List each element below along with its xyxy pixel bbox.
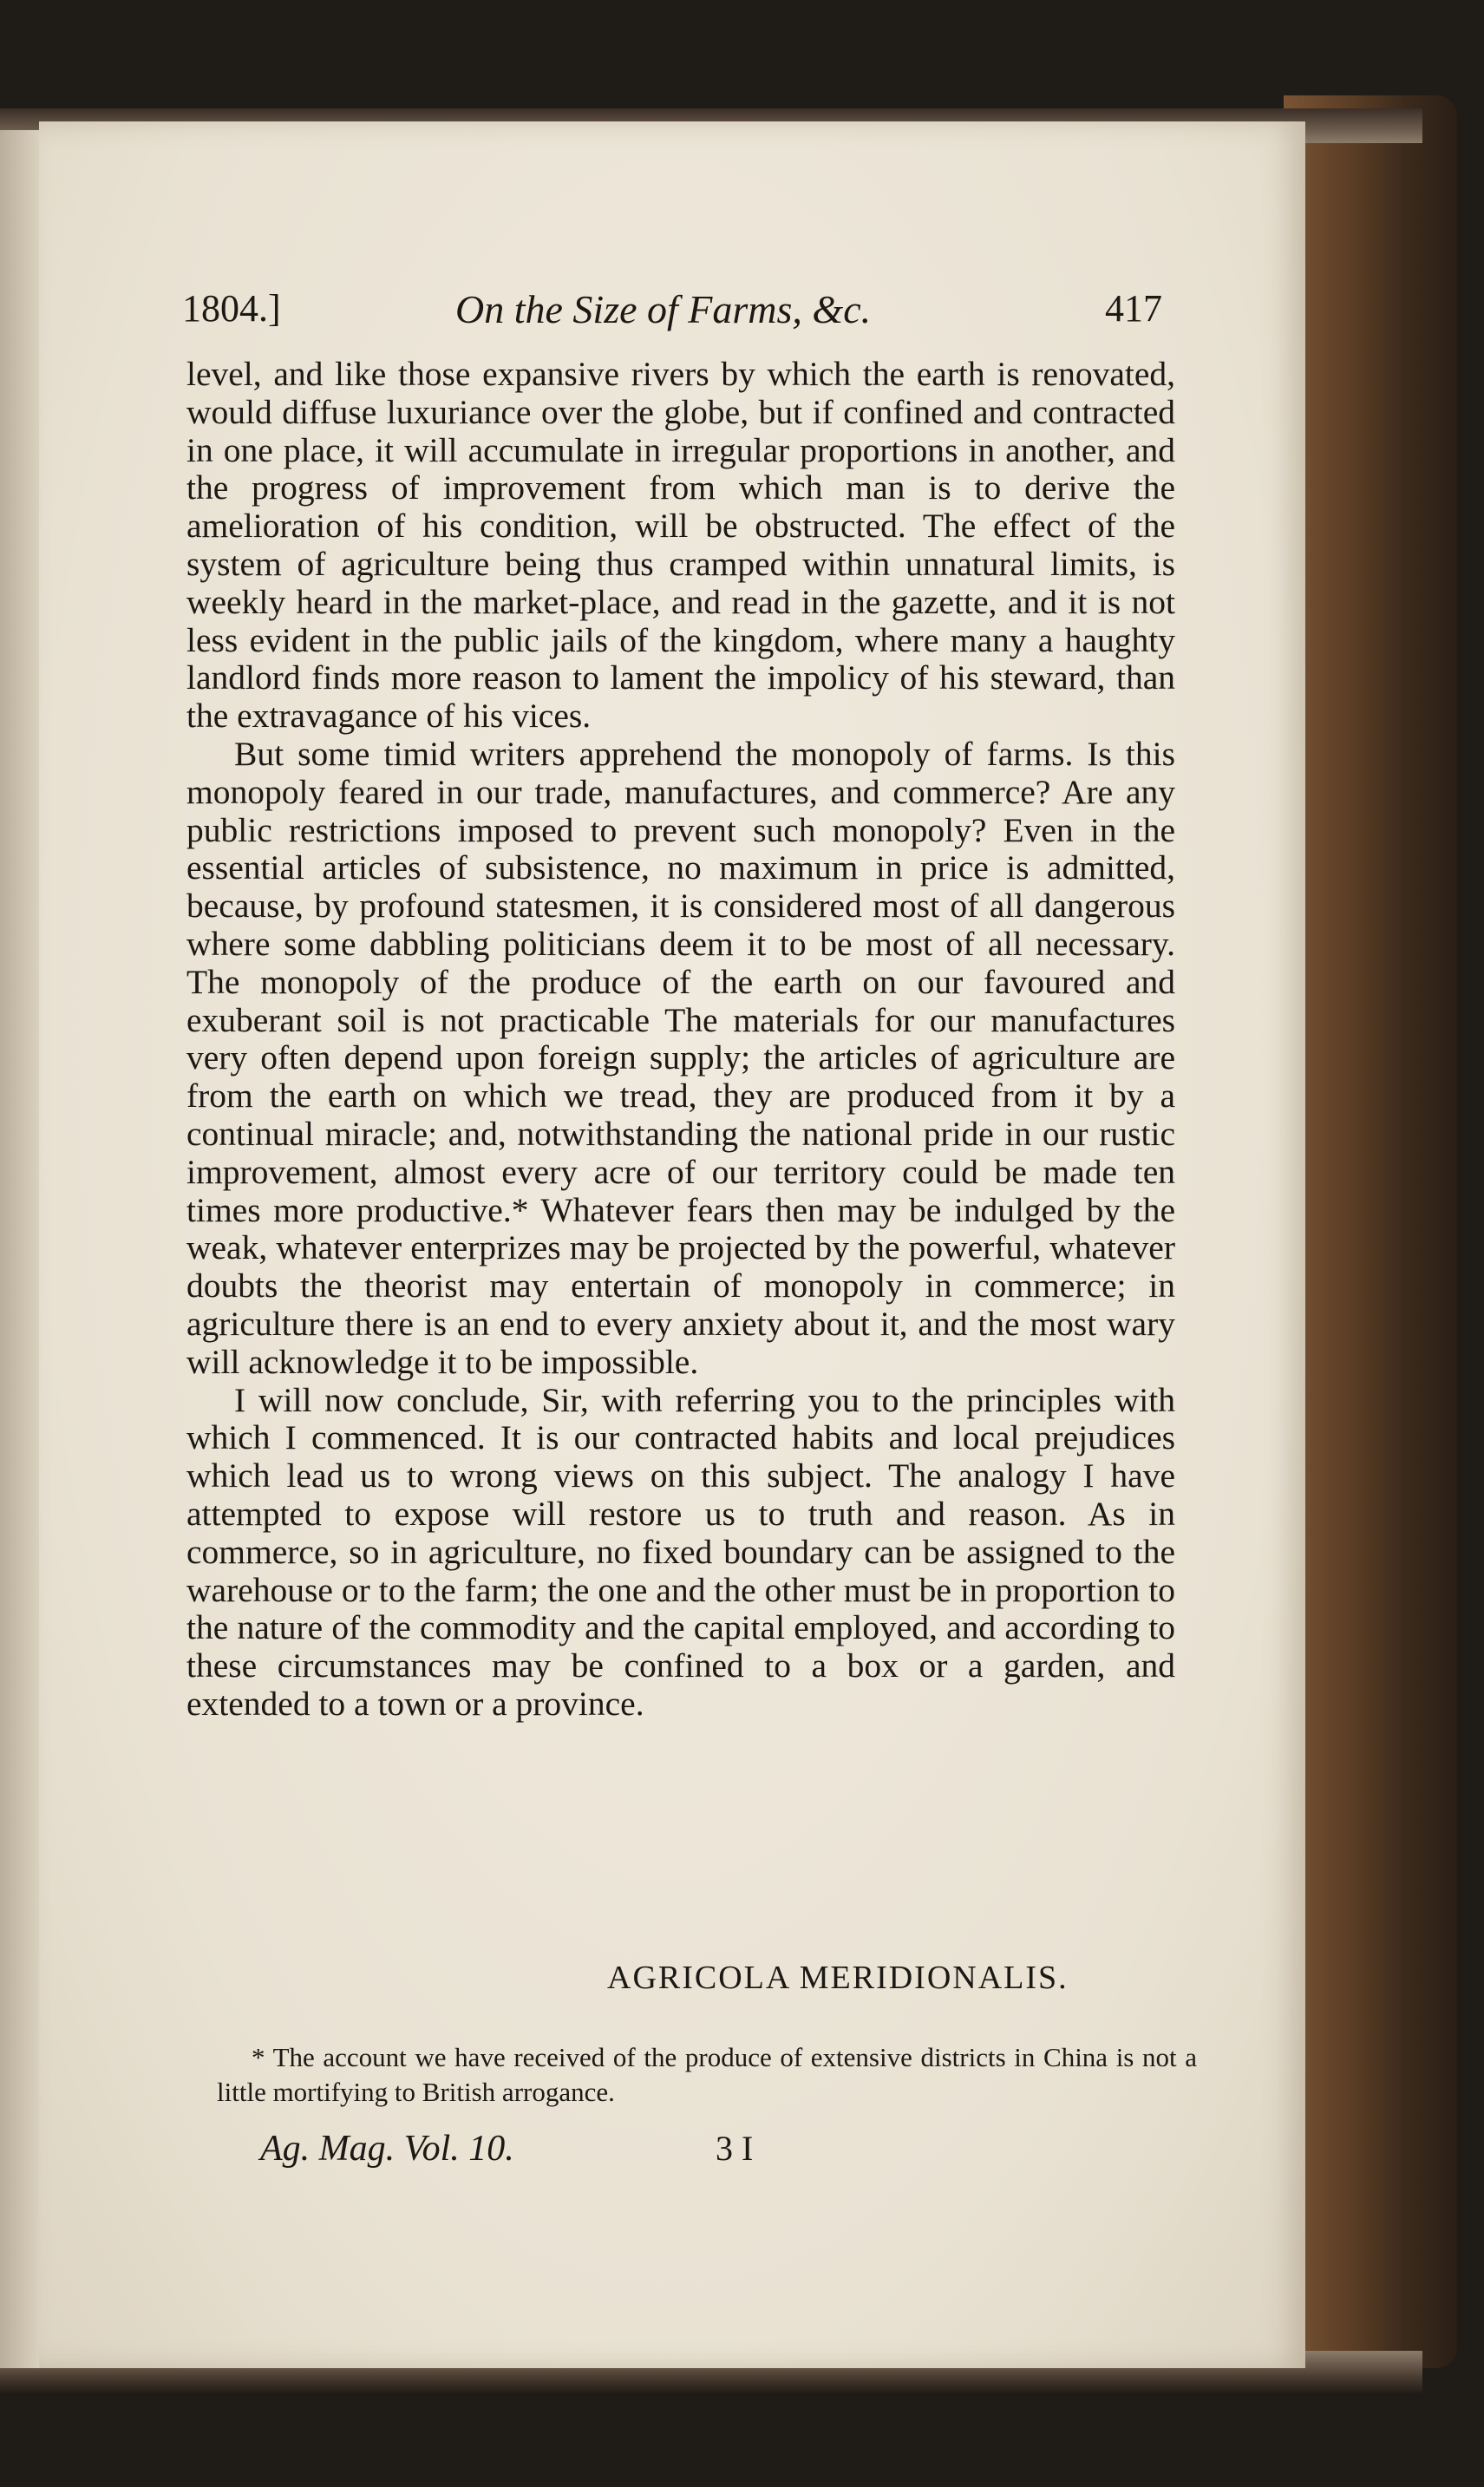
page-number: 417 <box>1105 287 1162 330</box>
body-text <box>186 356 1175 1724</box>
facing-page-edge <box>0 130 39 2368</box>
footnote-text: * The account we have received of the produce of extensive districts in China is not a little mortifying to British arrogance. <box>217 2042 1197 2107</box>
paragraph-3: I will now conclude, Sir, with referring you to the principles with which I commenced. It is our contracted habits and local prejudices which lead us to wrong views on this subject. The analogy I have attempted to expose will restore us to truth and reason. As in commerce, so in agriculture, no fixed boundary can be assigned to the warehouse or to the farm; the one and the other must be in proportion to the nature of the commodity and the capital employed, and according to these circumstances may be confined to a box or a garden, and extended to a town or a province. <box>186 1380 1175 1723</box>
page-footer <box>260 2128 954 2180</box>
author-signature: AGRICOLA MERIDIONALIS. <box>607 1960 1069 1996</box>
running-title: On the Size of Farms, &c. <box>455 287 872 331</box>
volume-mark: Ag. Mag. Vol. 10. <box>260 2129 514 2169</box>
footnote <box>217 2040 1197 2110</box>
running-header <box>182 286 1162 338</box>
header-year: 1804.] <box>182 287 281 330</box>
paragraph-1: level, and like those expansive rivers by which the earth is renovated, would diffuse luxuriance over the globe, but if confined and contracted in one place, it will accumulate in irregular proportions in another, and the progress of improvement from which man is to derive the amelioration of his condition, will be obstructed. The effect of the system of agriculture being thus cramped within unnatural limits, is weekly heard in the market-place, and read in the gazette, and it is not less evident in the public jails of the kingdom, where many a haughty landlord finds more reason to lament the impolicy of his steward, than the extravagance of his vices. <box>186 355 1175 736</box>
signature-mark: 3 I <box>716 2129 754 2168</box>
paragraph-2: But some timid writers apprehend the monopoly of farms. Is this monopoly feared in our trade, manufactures, and commerce? Are any public restrictions imposed to prevent such monopoly? Even in the essential articles of subsistence, no maximum in price is admitted, because, by profound statesmen, it is considered most of all dangerous where some dabbling politicians deem it to be most of all necessary. The monopoly of the produce of the earth on our favoured and exuberant soil is not practicable The materials for our manufactures very often depend upon foreign supply; the articles of agriculture are from the earth on which we tread, they are produced from it by a continual miracle; and, notwithstanding the national pride in our rustic improvement, almost every acre of our territory could be made ten times more productive.* Whatever fears then may be indulged by the weak, whatever enterprizes may be projected by the powerful, whatever doubts the theorist may entertain of monopoly in commerce; in agriculture there is an end to every anxiety about it, and the most wary will acknowledge it to be impossible. <box>186 734 1175 1381</box>
book-fore-edge <box>1284 95 1457 2368</box>
